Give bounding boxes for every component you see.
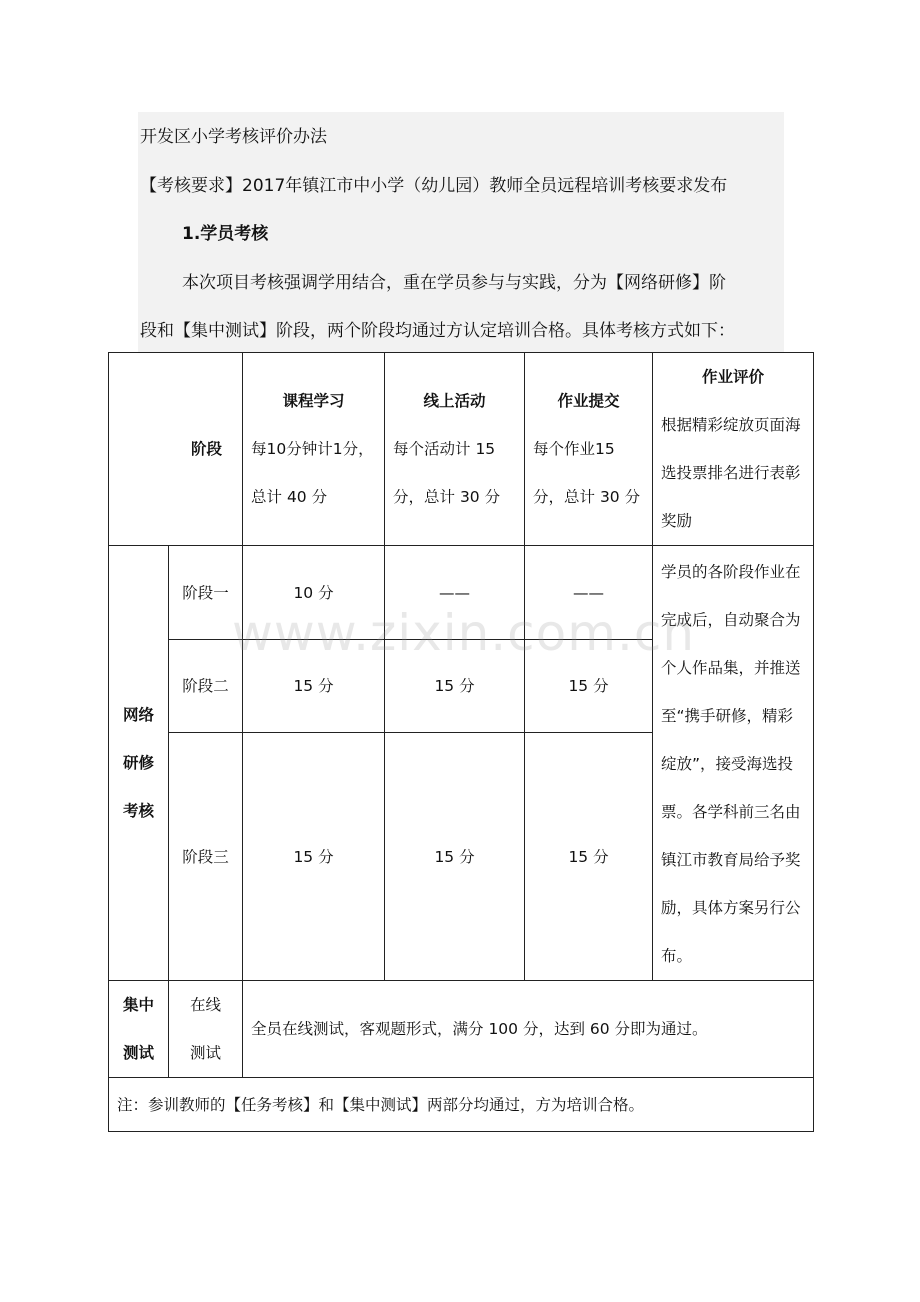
stage-activity-score: 15 分 bbox=[385, 640, 525, 733]
stage-activity-score: 15 分 bbox=[385, 733, 525, 981]
evaluation-note: 学员的各阶段作业在完成后，自动聚合为个人作品集，并推送至“携手研修，精彩绽放”，接受海选投票。各学科前三名由镇江市教育局给予奖励，具体方案另行公布。 bbox=[653, 546, 814, 981]
course-header-cell bbox=[243, 353, 385, 546]
stage-homework-score: 15 分 bbox=[525, 733, 653, 981]
stage-course-score: 10 分 bbox=[243, 546, 385, 640]
activity-title: 线上活动 bbox=[423, 392, 486, 410]
paragraph-line-1: 本次项目考核强调学用结合，重在学员参与与实践，分为【网络研修】阶 bbox=[182, 273, 726, 293]
course-desc: 每10分钟计1分，总计 40 分 bbox=[251, 440, 374, 506]
stage-name: 阶段三 bbox=[169, 733, 243, 981]
evaluation-desc: 根据精彩绽放页面海选投票排名进行表彰奖励 bbox=[661, 416, 801, 530]
concentrated-desc: 全员在线测试，客观题形式，满分 100 分，达到 60 分即为通过。 bbox=[243, 981, 814, 1078]
stage-course-score: 15 分 bbox=[243, 640, 385, 733]
stage-homework-score: 15 分 bbox=[525, 640, 653, 733]
network-group-label: 网络研修考核 bbox=[109, 546, 169, 981]
homework-desc: 每个作业15分，总计 30 分 bbox=[533, 440, 641, 506]
course-title: 课程学习 bbox=[282, 392, 345, 410]
concentrated-sub-label: 在线测试 bbox=[169, 981, 243, 1078]
section-heading: 1.学员考核 bbox=[182, 224, 269, 244]
table-row bbox=[109, 546, 814, 640]
evaluation-header-cell bbox=[653, 353, 814, 546]
stage-name: 阶段一 bbox=[169, 546, 243, 640]
doc-subtitle: 【考核要求】2017年镇江市中小学（幼儿园）教师全员远程培训考核要求发布 bbox=[140, 176, 728, 196]
footnote-row bbox=[109, 1078, 814, 1132]
stage-header-cell bbox=[109, 353, 243, 546]
activity-desc: 每个活动计 15 分，总计 30 分 bbox=[393, 440, 501, 506]
assessment-table bbox=[108, 352, 814, 1132]
concentrated-group-label: 集中测试 bbox=[109, 981, 169, 1078]
paragraph-line-2: 段和【集中测试】阶段，两个阶段均通过方认定培训合格。具体考核方式如下： bbox=[140, 321, 735, 341]
evaluation-title: 作业评价 bbox=[702, 368, 765, 386]
homework-title: 作业提交 bbox=[557, 392, 620, 410]
stage-course-score: 15 分 bbox=[243, 733, 385, 981]
stage-activity-score: —— bbox=[385, 546, 525, 640]
table-header-row bbox=[109, 353, 814, 546]
watermark: www.zixin.com.cn bbox=[232, 604, 696, 662]
table-footnote: 注：参训教师的【任务考核】和【集中测试】两部分均通过，方为培训合格。 bbox=[109, 1078, 814, 1132]
stage-header: 阶段 bbox=[191, 440, 223, 458]
homework-header-cell bbox=[525, 353, 653, 546]
doc-title: 开发区小学考核评价办法 bbox=[140, 127, 327, 147]
stage-homework-score: —— bbox=[525, 546, 653, 640]
stage-name: 阶段二 bbox=[169, 640, 243, 733]
concentrated-test-row bbox=[109, 981, 814, 1078]
activity-header-cell bbox=[385, 353, 525, 546]
